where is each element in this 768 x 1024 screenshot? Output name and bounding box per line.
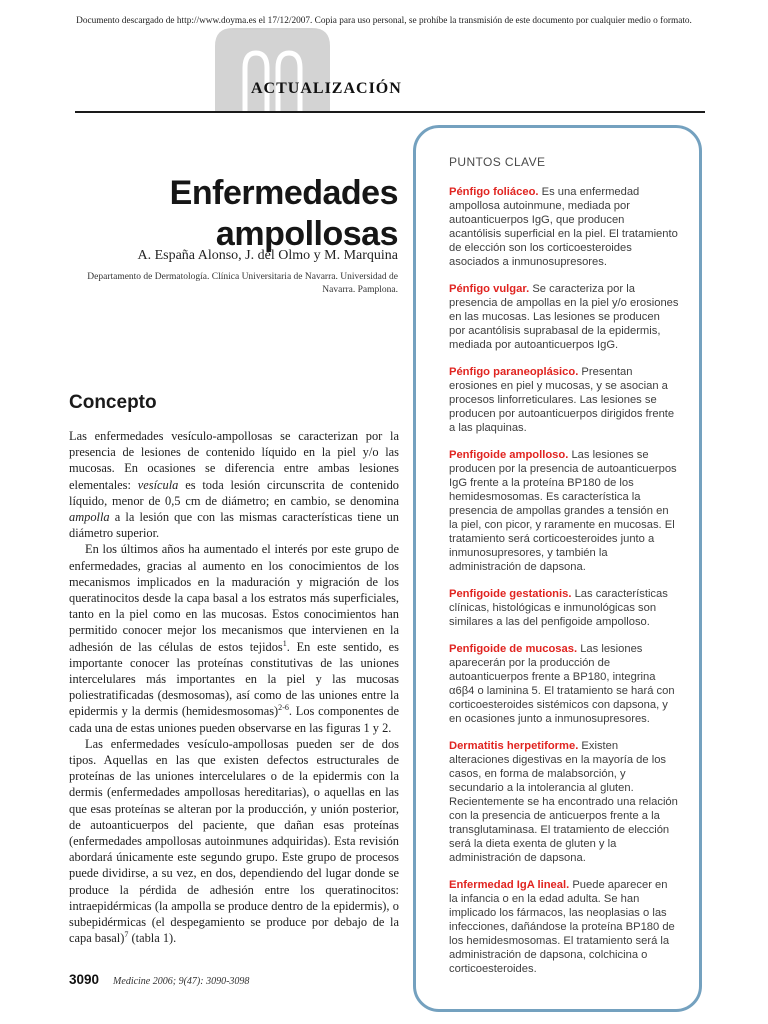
key-point-text: Existen alteraciones digestivas en la mayoría de los casos, en forma de malabsorción, y secundario a la intolerancia al gluten. Recientemente se ha encontrado una relación con la presencia de anticuerpos frente a la transglutaminasa. El tratamiento de elección será la dieta exenta de gluten y la administración de dapsona. bbox=[449, 740, 678, 864]
key-point-item bbox=[449, 282, 679, 352]
header-rule bbox=[75, 111, 705, 113]
key-point-term: Penfigoide gestationis. bbox=[449, 588, 575, 600]
key-point-item bbox=[449, 878, 679, 976]
article-authors: A. España Alonso, J. del Olmo y M. Marquina bbox=[137, 248, 398, 263]
key-point-item bbox=[449, 448, 679, 574]
paragraph: En los últimos años ha aumentado el interés por este grupo de enfermedades, gracias al aumento en los conocimientos de los mecanismos implicados en la maduración y migración de los queratinocitos desde la capa basal a los estratos más superficiales, tanto en la piel como en las mucosas. Estos conocimientos han permitido conocer mejor los mecanismos que intervienen en la adhesión de las células de estos tejidos$^1$. En este sentido, es importante conocer las proteínas constitutivas de las uniones intercelulares más importantes en la piel y las mucosas poliestratificadas (desmosomas), así como de las uniones entre la epidermis y la dermis (hemidesmosomas)$^{2-6}$. Los componentes de cada una de estas uniones pueden observarse en las figuras 1 y 2. bbox=[69, 542, 399, 735]
key-point-term: Enfermedad IgA lineal. bbox=[449, 879, 573, 891]
article-body bbox=[69, 428, 399, 947]
key-point-text: Presentan erosiones en piel y mucosas, y se asocian a procesos linforreticulares. Las lesiones se producen por autoanticuerpos dirigidos frente a las plaquinas. bbox=[449, 366, 675, 434]
key-point-term: Pénfigo paraneoplásico. bbox=[449, 366, 582, 378]
key-points-panel bbox=[413, 125, 702, 1012]
key-point-text: Puede aparecer en la infancia o en la edad adulta. Se han implicado los fármacos, las neoplasias o las infecciones, dañándose la proteína BP180 de los hemidesmosomas. El tratamiento será la administración de dapsona, colchicina o corticoesteroides. bbox=[449, 879, 675, 975]
key-point-text: Las características clínicas, histológicas e inmunológicas son similares a las del penfigoide ampolloso. bbox=[449, 588, 668, 628]
page-footer bbox=[69, 972, 249, 987]
key-point-term: Dermatitis herpetiforme. bbox=[449, 740, 582, 752]
journal-citation: Medicine 2006; 9(47): 3090-3098 bbox=[113, 976, 250, 987]
key-point-term: Penfigoide de mucosas. bbox=[449, 643, 581, 655]
download-disclaimer: Documento descargado de http://www.doyma.es el 17/12/2007. Copia para uso personal, se prohíbe la transmisión de este documento por cualquier medio o formato. bbox=[76, 16, 692, 26]
key-point-item bbox=[449, 739, 679, 865]
journal-logo-watermark bbox=[215, 28, 330, 112]
page-number: 3090 bbox=[69, 972, 100, 987]
paragraph: Las enfermedades vesículo-ampollosas se caracterizan por la presencia de lesiones de contenido líquido en la piel y/o las mucosas. En ocasiones se diferencia entre ambas lesiones elementales: vesícula es toda lesión circunscrita de contenido líquido, menor de 0,5 cm de diámetro; en cambio, se denomina ampolla a la lesión que con las mismas características tiene un diámetro superior. bbox=[69, 429, 399, 541]
key-point-text: Se caracteriza por la presencia de ampollas en la piel y/o erosiones en las mucosas. Las lesiones se producen por acantólisis suprabasal de la epidermis, mediada por autoanticuerpos IgG. bbox=[449, 283, 679, 351]
key-point-item bbox=[449, 365, 679, 435]
key-points-list bbox=[449, 185, 679, 976]
key-point-text: Es una enfermedad ampollosa autoinmune, mediada por autoanticuerpos IgG, que producen acantólisis superficial en la piel. El tratamiento de elección son los corticoesteroides asociados a inmunosupresores. bbox=[449, 186, 678, 268]
key-points-heading: PUNTOS CLAVE bbox=[449, 155, 546, 169]
key-point-item bbox=[449, 587, 679, 629]
key-point-text: Las lesiones aparecerán por la producción de autoanticuerpos frente a BP180, integrina α6β4 o laminina 5. El tratamiento se hará con corticoesteroides sistémicos con dapsona, y en ocasiones junto a inmunosupresores. bbox=[449, 643, 675, 725]
key-point-text: Las lesiones se producen por la presencia de autoanticuerpos IgG frente a la proteína BP180 de los hemidesmosomas. Es característica la presencia de ampollas grandes a tensión en la piel, con picor, y raramente en mucosas. El tratamiento será corticoesteroides junto a inmunosupresores, y también la administración de dapsona. bbox=[449, 449, 677, 573]
section-kicker: ACTUALIZACIÓN bbox=[251, 80, 402, 97]
section-heading-concepto: Concepto bbox=[69, 392, 157, 413]
key-point-item bbox=[449, 185, 679, 269]
article-affiliation: Departamento de Dermatología. Clínica Universitaria de Navarra. Universidad de Navarra. Pamplona. bbox=[87, 272, 398, 295]
key-point-term: Pénfigo foliáceo. bbox=[449, 186, 542, 198]
key-point-term: Penfigoide ampolloso. bbox=[449, 449, 572, 461]
paragraph: Las enfermedades vesículo-ampollosas pueden ser de dos tipos. Aquellas en las que existen defectos estructurales de proteínas de las uniones intercelulares o de la epidermis con la dermis (enfermedades ampollosas hereditarias), o aquellas en las que esas proteínas se alteran por la producción, y unión posterior, de autoanticuerpos del paciente, que dañan esas proteínas (enfermedades ampollosas autoinmunes adquiridas). Esta revisión abordará únicamente este segundo grupo. Este grupo de procesos puede dividirse, a su vez, en dos, dependiendo del lugar donde se produce la pérdida de adhesión entre los queratinocitos: intraepidérmicas (la ampolla se produce dentro de la epidermis), o subepidérmicas (el despegamiento se produce por debajo de la capa basal)$^7$ (tabla 1). bbox=[69, 736, 399, 946]
article-title: Enfermedades ampollosas bbox=[169, 173, 398, 253]
key-point-item bbox=[449, 642, 679, 726]
key-point-term: Pénfigo vulgar. bbox=[449, 283, 533, 295]
